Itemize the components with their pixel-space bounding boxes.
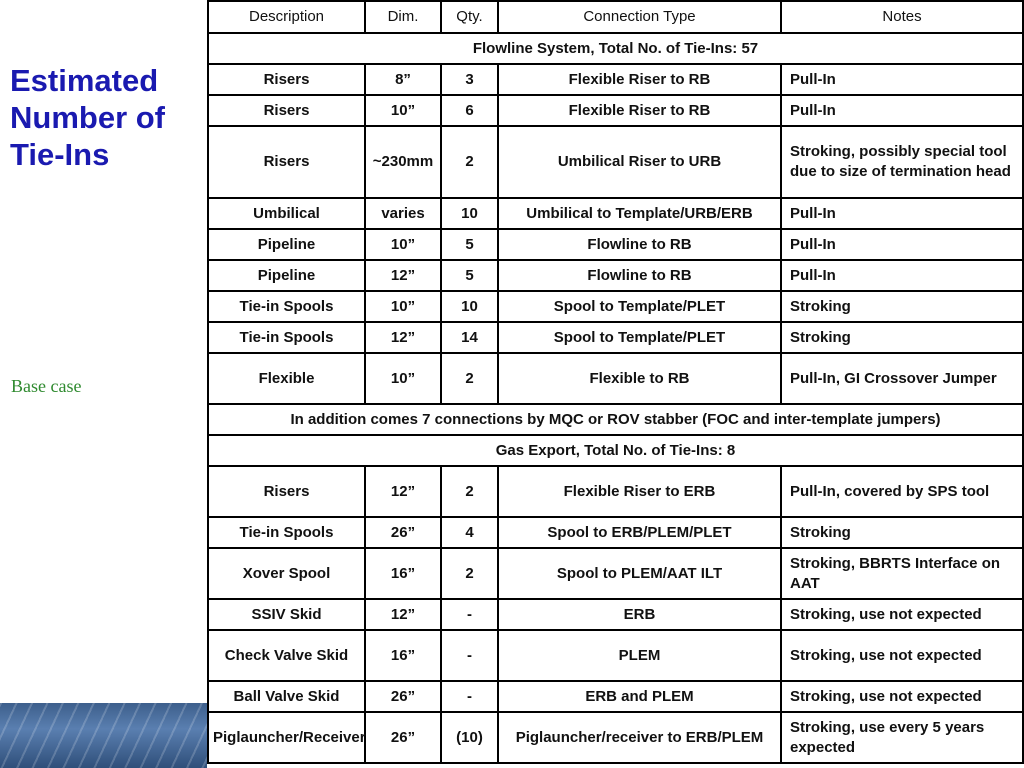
- cell-notes: Pull-In, GI Crossover Jumper: [781, 353, 1023, 404]
- cell-description: Risers: [208, 95, 365, 126]
- table-row: [208, 260, 1023, 291]
- cell-notes: Pull-In: [781, 198, 1023, 229]
- header-notes: Notes: [781, 1, 1023, 33]
- cell-qty: 2: [441, 466, 498, 517]
- cell-description: Tie-in Spools: [208, 322, 365, 353]
- section-label: Flowline System, Total No. of Tie-Ins: 57: [208, 33, 1023, 64]
- table-row: [208, 630, 1023, 681]
- cell-connection-type: ERB and PLEM: [498, 681, 781, 712]
- cell-qty: 10: [441, 291, 498, 322]
- cell-notes: Stroking, BBRTS Interface on AAT: [781, 548, 1023, 599]
- cell-dim: 12”: [365, 466, 441, 517]
- cell-notes: Pull-In, covered by SPS tool: [781, 466, 1023, 517]
- cell-description: Flexible: [208, 353, 365, 404]
- table-row: [208, 126, 1023, 198]
- table-row: [208, 291, 1023, 322]
- cell-dim: 12”: [365, 599, 441, 630]
- cell-notes: Stroking: [781, 517, 1023, 548]
- cell-connection-type: Flexible to RB: [498, 353, 781, 404]
- header-qty: Qty.: [441, 1, 498, 33]
- cell-notes: Pull-In: [781, 64, 1023, 95]
- cell-dim: 10”: [365, 353, 441, 404]
- table-row: [208, 517, 1023, 548]
- section-row: [208, 33, 1023, 64]
- table-row: [208, 95, 1023, 126]
- cell-dim: 10”: [365, 95, 441, 126]
- table-row: [208, 322, 1023, 353]
- cell-connection-type: Spool to Template/PLET: [498, 291, 781, 322]
- cell-dim: varies: [365, 198, 441, 229]
- cell-connection-type: ERB: [498, 599, 781, 630]
- table-row: [208, 198, 1023, 229]
- table-row: [208, 64, 1023, 95]
- cell-connection-type: Flowline to RB: [498, 229, 781, 260]
- cell-connection-type: Spool to ERB/PLEM/PLET: [498, 517, 781, 548]
- cell-connection-type: Piglauncher/receiver to ERB/PLEM: [498, 712, 781, 763]
- cell-qty: 3: [441, 64, 498, 95]
- cell-dim: 16”: [365, 548, 441, 599]
- section-row: [208, 404, 1023, 435]
- cell-notes: Pull-In: [781, 229, 1023, 260]
- cell-dim: 26”: [365, 517, 441, 548]
- section-row: [208, 435, 1023, 466]
- cell-connection-type: Spool to PLEM/AAT ILT: [498, 548, 781, 599]
- cell-qty: -: [441, 681, 498, 712]
- cell-notes: Stroking, use not expected: [781, 599, 1023, 630]
- cell-qty: 10: [441, 198, 498, 229]
- cell-connection-type: Flexible Riser to RB: [498, 64, 781, 95]
- cell-connection-type: Flexible Riser to RB: [498, 95, 781, 126]
- cell-description: Ball Valve Skid: [208, 681, 365, 712]
- cell-dim: 16”: [365, 630, 441, 681]
- cell-dim: 12”: [365, 260, 441, 291]
- section-label: In addition comes 7 connections by MQC or ROV stabber (FOC and inter-template jumpers): [208, 404, 1023, 435]
- cell-notes: Stroking: [781, 291, 1023, 322]
- table-row: [208, 712, 1023, 763]
- slide-title: Estimated Number of Tie-Ins: [10, 63, 165, 172]
- cell-connection-type: Spool to Template/PLET: [498, 322, 781, 353]
- cell-dim: 26”: [365, 681, 441, 712]
- cell-connection-type: Flowline to RB: [498, 260, 781, 291]
- cell-dim: 10”: [365, 229, 441, 260]
- base-case-note: Base case: [11, 376, 82, 396]
- cell-description: Check Valve Skid: [208, 630, 365, 681]
- section-label: Gas Export, Total No. of Tie-Ins: 8: [208, 435, 1023, 466]
- header-connection-type: Connection Type: [498, 1, 781, 33]
- cell-description: Pipeline: [208, 260, 365, 291]
- cell-qty: 2: [441, 126, 498, 198]
- cell-notes: Pull-In: [781, 95, 1023, 126]
- cell-dim: ~230mm: [365, 126, 441, 198]
- table-row: [208, 599, 1023, 630]
- cell-qty: 6: [441, 95, 498, 126]
- table-row: [208, 466, 1023, 517]
- header-dim: Dim.: [365, 1, 441, 33]
- cell-qty: 5: [441, 260, 498, 291]
- cell-dim: 26”: [365, 712, 441, 763]
- cell-description: Tie-in Spools: [208, 291, 365, 322]
- cell-notes: Stroking: [781, 322, 1023, 353]
- cell-notes: Stroking, use not expected: [781, 681, 1023, 712]
- cell-dim: 10”: [365, 291, 441, 322]
- cell-qty: 4: [441, 517, 498, 548]
- cell-notes: Stroking, possibly special tool due to size of termination head: [781, 126, 1023, 198]
- cell-connection-type: Umbilical Riser to URB: [498, 126, 781, 198]
- table-row: [208, 229, 1023, 260]
- cell-notes: Stroking, use every 5 years expected: [781, 712, 1023, 763]
- tie-ins-table-container: [207, 0, 1024, 768]
- cell-notes: Pull-In: [781, 260, 1023, 291]
- table-header-row: [208, 1, 1023, 33]
- corner-decoration: [0, 703, 207, 768]
- cell-dim: 12”: [365, 322, 441, 353]
- cell-description: Risers: [208, 64, 365, 95]
- cell-description: Risers: [208, 466, 365, 517]
- cell-notes: Stroking, use not expected: [781, 630, 1023, 681]
- cell-connection-type: Flexible Riser to ERB: [498, 466, 781, 517]
- cell-qty: 5: [441, 229, 498, 260]
- cell-dim: 8”: [365, 64, 441, 95]
- cell-qty: -: [441, 599, 498, 630]
- cell-connection-type: Umbilical to Template/URB/ERB: [498, 198, 781, 229]
- cell-qty: 2: [441, 548, 498, 599]
- cell-description: SSIV Skid: [208, 599, 365, 630]
- table-row: [208, 681, 1023, 712]
- cell-description: Pipeline: [208, 229, 365, 260]
- header-description: Description: [208, 1, 365, 33]
- cell-description: Risers: [208, 126, 365, 198]
- cell-connection-type: PLEM: [498, 630, 781, 681]
- cell-qty: (10): [441, 712, 498, 763]
- tie-ins-table: [207, 0, 1024, 764]
- table-row: [208, 353, 1023, 404]
- cell-description: Umbilical: [208, 198, 365, 229]
- cell-qty: -: [441, 630, 498, 681]
- cell-description: Piglauncher/Receiver: [208, 712, 365, 763]
- cell-qty: 14: [441, 322, 498, 353]
- cell-description: Xover Spool: [208, 548, 365, 599]
- cell-description: Tie-in Spools: [208, 517, 365, 548]
- cell-qty: 2: [441, 353, 498, 404]
- table-row: [208, 548, 1023, 599]
